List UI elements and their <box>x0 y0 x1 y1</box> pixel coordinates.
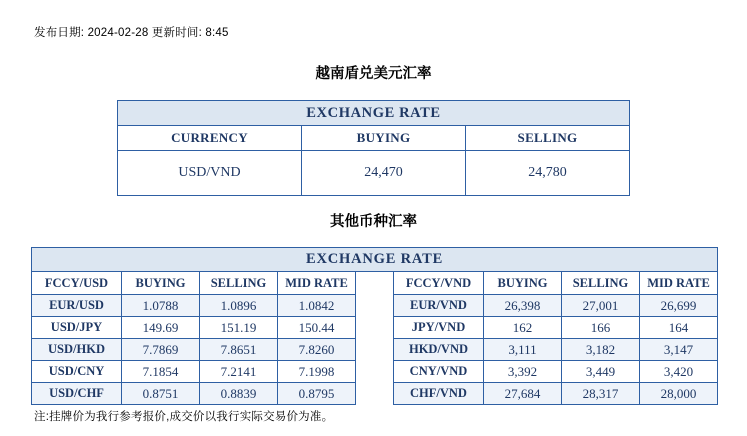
usd-vnd-rate-table <box>117 100 630 196</box>
column-header-right-mid-rate: MID RATE <box>640 272 718 295</box>
exchange-rate-band: EXCHANGE RATE <box>118 101 630 126</box>
table-row <box>32 383 718 405</box>
column-header-selling: SELLING <box>466 126 630 151</box>
cell-right-mid: 3,420 <box>640 361 718 383</box>
table-row <box>32 295 718 317</box>
table-header-row <box>32 272 718 295</box>
cell-right-pair: HKD/VND <box>394 339 484 361</box>
table-spacer <box>356 295 394 317</box>
table-row <box>32 361 718 383</box>
column-header-left-selling: SELLING <box>200 272 278 295</box>
column-header-currency: CURRENCY <box>118 126 302 151</box>
column-header-fccy-vnd: FCCY/VND <box>394 272 484 295</box>
cell-right-mid: 164 <box>640 317 718 339</box>
cell-left-pair: EUR/USD <box>32 295 122 317</box>
footnote: 注:挂牌价为我行参考报价,成交价以我行实际交易价为准。 <box>34 411 334 423</box>
cell-left-buying: 0.8751 <box>122 383 200 405</box>
table-band-row <box>32 248 718 272</box>
cell-right-selling: 27,001 <box>562 295 640 317</box>
table-row <box>118 151 630 196</box>
table-spacer <box>356 272 394 295</box>
cell-right-pair: JPY/VND <box>394 317 484 339</box>
cell-right-buying: 3,111 <box>484 339 562 361</box>
column-header-buying: BUYING <box>302 126 466 151</box>
column-header-left-buying: BUYING <box>122 272 200 295</box>
cell-currency-usd-vnd: USD/VND <box>118 151 302 196</box>
cell-right-selling: 3,449 <box>562 361 640 383</box>
cell-right-buying: 26,398 <box>484 295 562 317</box>
cell-left-mid: 150.44 <box>278 317 356 339</box>
cell-left-selling: 1.0896 <box>200 295 278 317</box>
cell-left-buying: 149.69 <box>122 317 200 339</box>
cell-left-selling: 0.8839 <box>200 383 278 405</box>
cell-left-selling: 7.8651 <box>200 339 278 361</box>
cell-right-pair: EUR/VND <box>394 295 484 317</box>
cell-right-buying: 27,684 <box>484 383 562 405</box>
cell-buying-usd-vnd: 24,470 <box>302 151 466 196</box>
page-title-other-currencies: 其他币种汇率 <box>330 214 417 230</box>
cell-left-mid: 1.0842 <box>278 295 356 317</box>
cell-right-buying: 162 <box>484 317 562 339</box>
column-header-left-mid-rate: MID RATE <box>278 272 356 295</box>
cell-left-mid: 7.1998 <box>278 361 356 383</box>
page-title-usd-vnd: 越南盾兑美元汇率 <box>315 66 432 82</box>
column-header-fccy-usd: FCCY/USD <box>32 272 122 295</box>
cell-right-pair: CNY/VND <box>394 361 484 383</box>
cell-right-selling: 28,317 <box>562 383 640 405</box>
cell-right-pair: CHF/VND <box>394 383 484 405</box>
cell-right-mid: 28,000 <box>640 383 718 405</box>
cell-left-mid: 7.8260 <box>278 339 356 361</box>
cell-left-pair: USD/CHF <box>32 383 122 405</box>
table-spacer <box>356 361 394 383</box>
table-spacer <box>356 317 394 339</box>
cell-left-buying: 7.7869 <box>122 339 200 361</box>
cell-left-selling: 7.2141 <box>200 361 278 383</box>
cell-right-mid: 26,699 <box>640 295 718 317</box>
cell-right-selling: 3,182 <box>562 339 640 361</box>
cell-left-buying: 7.1854 <box>122 361 200 383</box>
column-header-right-selling: SELLING <box>562 272 640 295</box>
publish-info: 发布日期: 2024-02-28 更新时间: 8:45 <box>34 27 229 39</box>
table-spacer <box>356 339 394 361</box>
column-header-right-buying: BUYING <box>484 272 562 295</box>
exchange-rate-band: EXCHANGE RATE <box>32 248 718 272</box>
cell-left-pair: USD/CNY <box>32 361 122 383</box>
table-spacer <box>356 383 394 405</box>
cell-right-buying: 3,392 <box>484 361 562 383</box>
cell-left-selling: 151.19 <box>200 317 278 339</box>
cell-right-selling: 166 <box>562 317 640 339</box>
other-currencies-rate-table <box>31 247 718 405</box>
table-header-row <box>118 126 630 151</box>
table-band-row <box>118 101 630 126</box>
cell-left-mid: 0.8795 <box>278 383 356 405</box>
cell-left-pair: USD/JPY <box>32 317 122 339</box>
table-row <box>32 339 718 361</box>
table-row <box>32 317 718 339</box>
cell-right-mid: 3,147 <box>640 339 718 361</box>
cell-selling-usd-vnd: 24,780 <box>466 151 630 196</box>
cell-left-pair: USD/HKD <box>32 339 122 361</box>
cell-left-buying: 1.0788 <box>122 295 200 317</box>
